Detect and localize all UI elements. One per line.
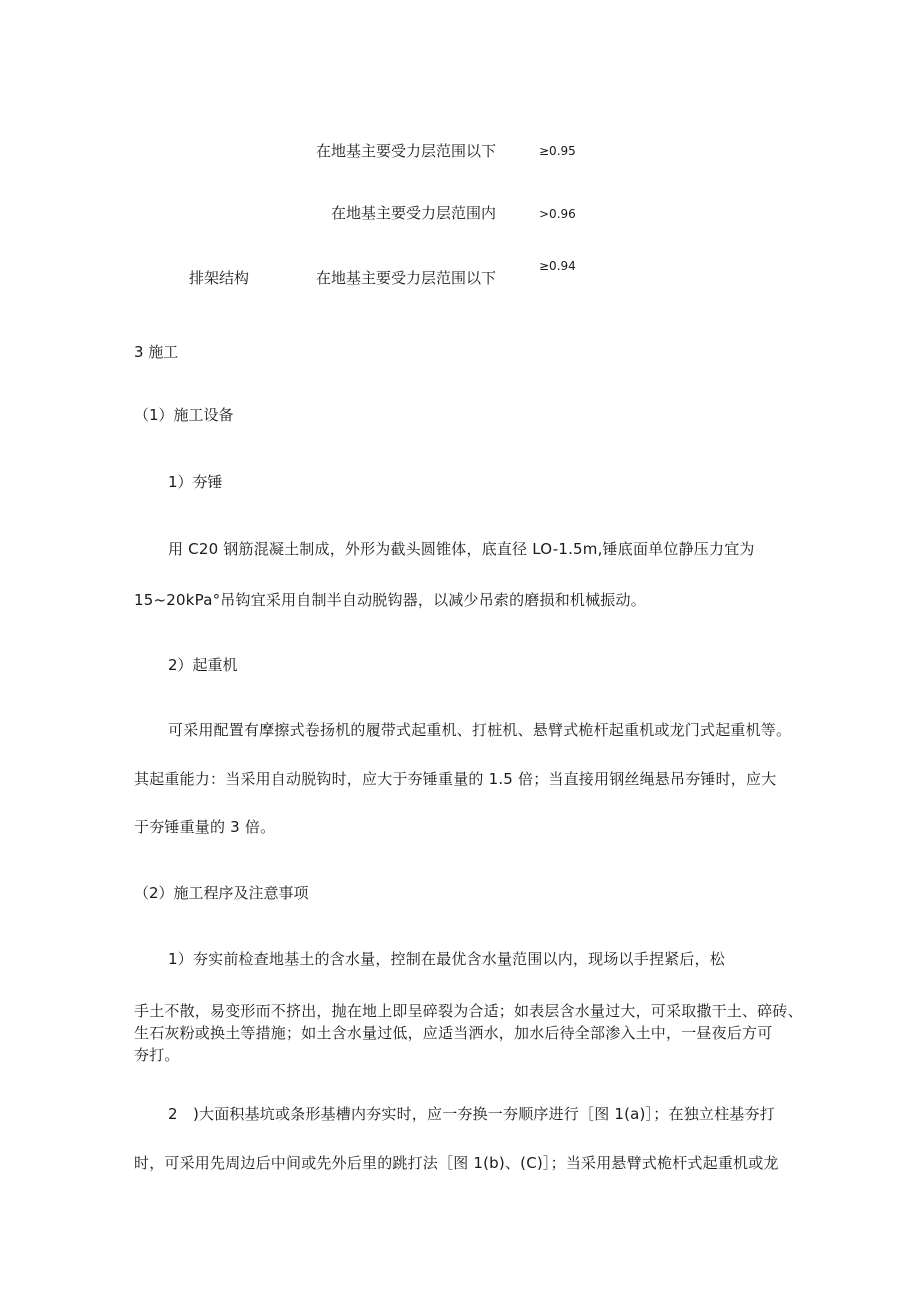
table-row-3-structure: 排架结构 <box>189 269 250 287</box>
table-row-3-condition: 在地基主要受力层范围以下 <box>316 269 497 287</box>
table-row-1-value: ≥0.95 <box>539 144 576 158</box>
item-1-line-2: 15~20kPa°吊钩宜采用自制半自动脱钩器，以减少吊索的磨损和机械振动。 <box>134 591 646 609</box>
table-row-3-value: ≥0.94 <box>539 259 576 273</box>
step-2-line-2: 时，可采用先周边后中间或先外后里的跳打法［图 1(b)、(C)］；当采用悬臂式桅杆式起重机或龙 <box>134 1154 779 1172</box>
subsection-2-title: （2）施工程序及注意事项 <box>134 884 309 902</box>
step-2-line-1: 2 )大面积基坑或条形基槽内夯实时，应一夯换一夯顺序进行［图 1(a)］；在独立柱基夯打 <box>168 1105 775 1123</box>
item-2-line-2: 其起重能力：当采用自动脱钩时，应大于夯锤重量的 1.5 倍；当直接用钢丝绳悬吊夯锤时，应大 <box>134 770 777 788</box>
section-title: 3 施工 <box>134 343 179 361</box>
table-row-2-condition: 在地基主要受力层范围内 <box>331 204 497 222</box>
item-2-line-1: 可采用配置有摩擦式卷扬机的履带式起重机、打桩机、悬臂式桅杆起重机或龙门式起重机等。 <box>168 721 792 739</box>
item-2-line-3: 于夯锤重量的 3 倍。 <box>134 818 276 836</box>
table-row-1-condition: 在地基主要受力层范围以下 <box>316 142 497 160</box>
item-1-line-1: 用 C20 钢筋混凝土制成，外形为截头圆锥体，底直径 LO-1.5m,锤底面单位静压力宜为 <box>168 540 755 558</box>
step-1-line-3: 生石灰粉或换土等措施；如土含水量过低，应适当洒水，加水后待全部渗入土中，一昼夜后方可 <box>134 1024 773 1042</box>
subsection-1-title: （1）施工设备 <box>134 406 234 424</box>
item-1-title: 1）夯锤 <box>168 473 223 491</box>
table-row-2-value: >0.96 <box>539 207 576 221</box>
step-1-line-4: 夯打。 <box>134 1046 180 1064</box>
step-1-line-2: 手土不散，易变形而不挤出，抛在地上即呈碎裂为合适；如表层含水量过大，可采取撒干土、碎砖、 <box>134 1002 803 1020</box>
step-1-line-1: 1）夯实前检查地基土的含水量，控制在最优含水量范围以内，现场以手捏紧后，松 <box>168 950 725 968</box>
item-2-title: 2）起重机 <box>168 656 238 674</box>
